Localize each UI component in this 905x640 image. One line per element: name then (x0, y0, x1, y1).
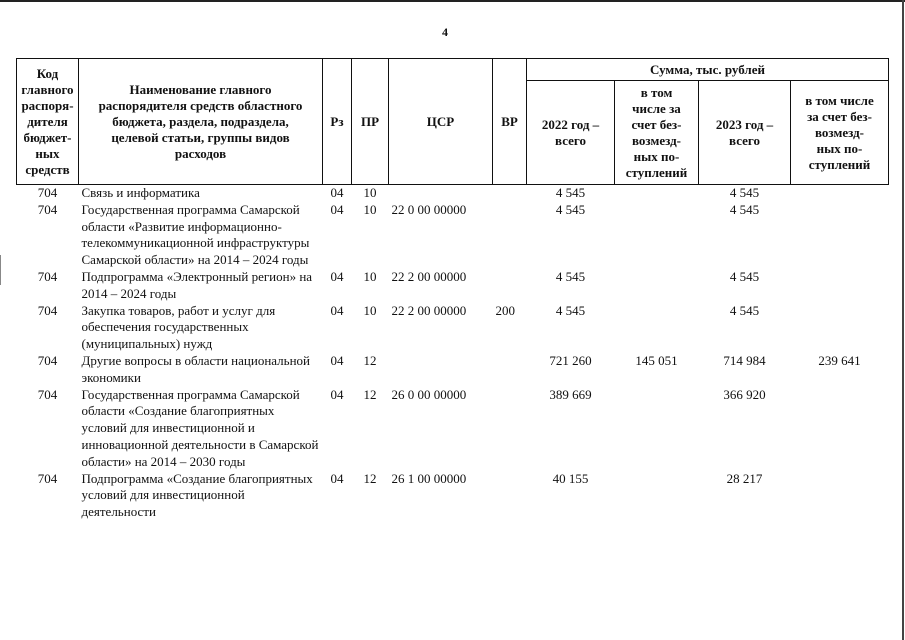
header-2023-total: 2023 год – всего (699, 81, 791, 185)
cell-code: 704 (37, 201, 58, 217)
cell-pr: 10 (363, 201, 377, 217)
cell-rz: 04 (330, 185, 344, 200)
cell-2023-free: 239 641 (818, 352, 861, 368)
cell-2022-total: 4 545 (555, 268, 586, 284)
header-sum-group: Сумма, тыс. рублей (527, 59, 889, 81)
header-rz: Рз (323, 59, 352, 185)
scan-border-right (902, 0, 904, 640)
cell-name: Подпрограмма «Создание благоприятных условий для инвестиционной деятельности (81, 470, 313, 520)
cell-2023-free (791, 471, 889, 521)
cell-csr (389, 185, 493, 202)
cell-csr: 22 2 00 00000 (391, 302, 467, 318)
cell-pr: 10 (363, 185, 377, 200)
cell-2022-free (615, 387, 699, 471)
cell-2023-total: 4 545 (729, 185, 760, 200)
cell-2023-free (791, 202, 889, 269)
cell-code: 704 (37, 268, 58, 284)
cell-code: 704 (37, 386, 58, 402)
cell-rz: 04 (330, 302, 344, 318)
cell-2023-total: 4 545 (729, 302, 760, 318)
cell-2023-free (791, 387, 889, 471)
cell-name: Государственная программа Самарской области «Создание благоприятных условий для инвестиционной и инновационной деятельности в Самарской области» на 2014 – 2030 годы (81, 386, 319, 469)
cell-2022-total: 389 669 (549, 386, 592, 402)
header-2023-free: в том числе за счет без-возмезд-ных по-ступлений (791, 81, 889, 185)
cell-csr: 26 1 00 00000 (391, 470, 467, 486)
cell-rz: 04 (330, 352, 344, 368)
cell-2023-free (791, 185, 889, 202)
table-row (17, 387, 889, 471)
scan-border-top (0, 0, 905, 2)
cell-2023-total: 28 217 (726, 470, 763, 486)
cell-2023-total: 714 984 (723, 352, 766, 368)
header-2022-total: 2022 год – всего (527, 81, 615, 185)
cell-name: Закупка товаров, работ и услуг для обеспечения государственных (муниципальных) нужд (81, 302, 276, 352)
header-pr: ПР (352, 59, 389, 185)
cell-2023-free (791, 303, 889, 353)
cell-2022-total: 40 155 (552, 470, 589, 486)
cell-pr: 10 (363, 302, 377, 318)
cell-vr (493, 353, 527, 387)
table-row (17, 202, 889, 269)
cell-vr (493, 269, 527, 303)
cell-2023-total: 4 545 (729, 268, 760, 284)
cell-2022-total: 721 260 (549, 352, 592, 368)
table-row (17, 353, 889, 387)
cell-2022-free: 145 051 (635, 352, 678, 368)
table-row (17, 303, 889, 353)
cell-2022-free (615, 269, 699, 303)
cell-2023-free (791, 269, 889, 303)
cell-code: 704 (37, 302, 58, 318)
cell-csr (389, 353, 493, 387)
cell-code: 704 (37, 185, 58, 200)
cell-2023-total: 366 920 (723, 386, 766, 402)
header-code: Код главного распоря-дителя бюджет-ных средств (17, 59, 79, 185)
cell-rz: 04 (330, 386, 344, 402)
cell-2023-total: 4 545 (729, 201, 760, 217)
cell-rz: 04 (330, 470, 344, 486)
cell-2022-free (615, 202, 699, 269)
header-2022-free: в том числе за счет без-возмезд-ных по-ступлений (615, 81, 699, 185)
cell-vr (493, 185, 527, 202)
table-row (17, 185, 889, 202)
cell-csr: 26 0 00 00000 (391, 386, 467, 402)
cell-name: Другие вопросы в области национальной экономики (81, 352, 310, 385)
cell-csr: 22 0 00 00000 (391, 201, 467, 217)
cell-vr (493, 471, 527, 521)
cell-code: 704 (37, 470, 58, 486)
cell-vr: 200 (495, 302, 515, 318)
cell-2022-total: 4 545 (555, 201, 586, 217)
header-csr: ЦСР (389, 59, 493, 185)
cell-2022-total: 4 545 (555, 302, 586, 318)
cell-2022-free (615, 471, 699, 521)
page-number: 4 (442, 25, 448, 39)
cell-name: Связь и информатика (81, 185, 200, 200)
cell-2022-free (615, 185, 699, 202)
table-row (17, 269, 889, 303)
cell-rz: 04 (330, 268, 344, 284)
header-vr: ВР (493, 59, 527, 185)
cell-2022-free (615, 303, 699, 353)
table-row (17, 471, 889, 521)
cell-pr: 10 (363, 268, 377, 284)
cell-pr: 12 (363, 352, 377, 368)
cell-name: Подпрограмма «Электронный регион» на 2014 – 2024 годы (81, 268, 313, 301)
cell-csr: 22 2 00 00000 (391, 268, 467, 284)
scan-mark-left (0, 255, 1, 285)
cell-pr: 12 (363, 470, 377, 486)
header-name: Наименование главного распорядителя средств областного бюджета, раздела, подраздела, целевой статьи, группы видов расходов (79, 59, 323, 185)
cell-vr (493, 387, 527, 471)
cell-pr: 12 (363, 386, 377, 402)
cell-rz: 04 (330, 201, 344, 217)
cell-code: 704 (37, 352, 58, 368)
cell-2022-total: 4 545 (555, 185, 586, 200)
cell-name: Государственная программа Самарской области «Развитие информационно-телекоммуникационной инфраструктуры Самарской области» на 2014 – 2024 годы (81, 201, 310, 268)
budget-table (16, 58, 889, 521)
cell-vr (493, 202, 527, 269)
